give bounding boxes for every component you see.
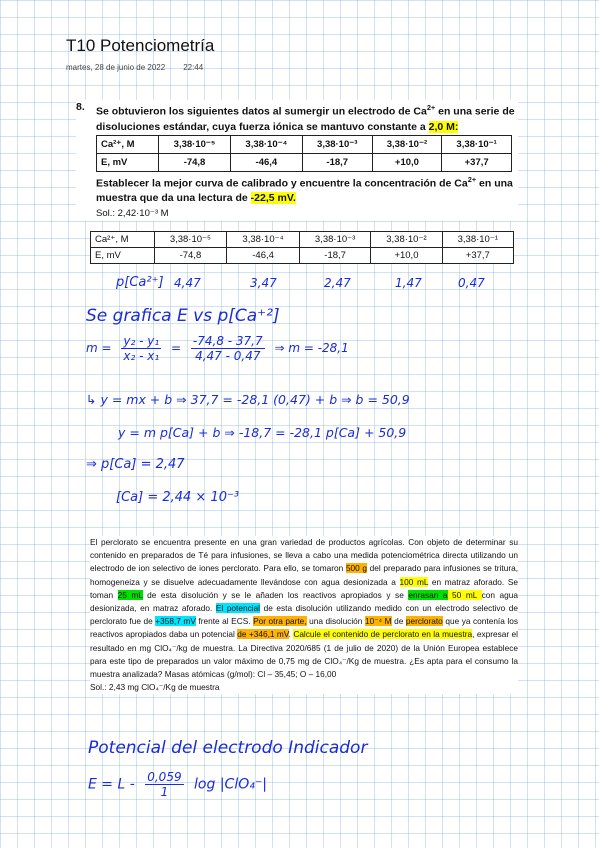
table-row bbox=[97, 153, 512, 171]
page-date bbox=[66, 63, 221, 72]
table-cell: -74,8 bbox=[159, 153, 231, 171]
para-text: en matraz aforado. Se toman bbox=[90, 576, 519, 600]
para-highlight: +358,7 mV bbox=[155, 616, 196, 627]
table-cell: E, mV bbox=[91, 248, 155, 264]
problem-task bbox=[96, 172, 518, 207]
hw-pca-value: 4,47 bbox=[174, 276, 201, 290]
table-cell: 3,38·10⁻² bbox=[371, 232, 442, 248]
para-text: frente al ECS. bbox=[195, 616, 254, 627]
task-sup: 2+ bbox=[467, 174, 477, 184]
table-cell: +10,0 bbox=[371, 248, 442, 264]
task-highlight: -22,5 mV. bbox=[250, 192, 296, 204]
para-text: que ya contenía los reactivos apropiados daba un potencial bbox=[90, 616, 518, 640]
para-highlight: enrasan a bbox=[408, 589, 448, 600]
hw-slope-frac2 bbox=[191, 334, 265, 363]
hw-pca-value: 0,47 bbox=[458, 276, 485, 290]
hw-slope bbox=[86, 334, 349, 363]
hw-pca-value: 3,47 bbox=[250, 276, 277, 290]
table-cell: 3,38·10⁻² bbox=[372, 135, 442, 153]
hw-nernst bbox=[88, 770, 267, 799]
task-text-b: en una muestra que da una lectura de bbox=[96, 177, 513, 204]
para-highlight: 25 mL bbox=[117, 589, 143, 600]
task-text-a: Establecer la mejor curva de calibrado y encuentre la concentración de Ca bbox=[96, 177, 468, 189]
table-cell: 3,38·10⁻¹ bbox=[442, 135, 512, 153]
hw-line3: ⇒ p[Ca] = 2,47 bbox=[86, 457, 185, 472]
table-cell: 3,38·10⁻⁴ bbox=[227, 232, 300, 248]
hw-nernst-frac bbox=[145, 770, 183, 799]
para-highlight: perclorato bbox=[405, 616, 443, 627]
hw-pca-value: 1,47 bbox=[395, 276, 422, 290]
problem-intro bbox=[96, 100, 518, 135]
para-text: El perclorato se encuentra presente en una gran variedad de productos agrícolas. Con objeto de determinar su contenido en preparados de Té para infusiones, se lleva a cabo una medida potenciométrica directa utilizando un electrodo de ion selectivo de iones perclorato. Para ello, se tomaron bbox=[90, 537, 518, 574]
table-cell: 3,38·10⁻³ bbox=[299, 232, 370, 248]
hw-slope-eq: = bbox=[171, 341, 182, 355]
intro-sup: 2+ bbox=[426, 103, 436, 112]
table-row bbox=[97, 135, 512, 153]
table-cell: 3,38·10⁻⁴ bbox=[230, 135, 302, 153]
hw-nernst-num: 0,059 bbox=[147, 770, 182, 784]
hw-frac-num2: -74,8 - 37,7 bbox=[192, 334, 263, 348]
table-cell: E, mV bbox=[97, 153, 159, 171]
hw-nernst-right: log |ClO₄⁻| bbox=[194, 776, 267, 793]
table-cell: Ca²⁺, M bbox=[97, 135, 159, 153]
hw-graph-note: Se grafica E vs p[Ca⁺²] bbox=[86, 306, 280, 326]
para-text: de esta disolución y se le añaden los reactivos apropiados y se bbox=[142, 589, 409, 600]
hw-pca-value: 2,47 bbox=[324, 276, 351, 290]
table-cell: 3,38·10⁻¹ bbox=[442, 232, 513, 248]
hw-potencial-title: Potencial del electrodo Indicador bbox=[88, 738, 368, 758]
time-text: 22:44 bbox=[183, 63, 204, 72]
table-row bbox=[91, 232, 514, 248]
hw-slope-frac bbox=[121, 334, 161, 363]
table-row bbox=[91, 248, 514, 264]
para-text: , expresar el resultado en mg ClO₄⁻/kg de muestra. La Directiva 2020/685 (1 de julio de 2020) de la Unión Europea establece para este tipo de preparados un valor máximo de 0,75 mg de ClO₄⁻/Kg de muestra. ¿Es apta para el consumo la muestra analizada? Masas atómicas (g/mol): Cl – 35,45; O – 16,00 bbox=[90, 629, 518, 680]
date-text: martes, 28 de junio de 2022 bbox=[66, 63, 166, 72]
hw-nernst-den: 1 bbox=[160, 785, 169, 799]
hw-pca-label: p[Ca²⁺] bbox=[116, 275, 164, 290]
table-cell: 3,38·10⁻⁵ bbox=[154, 232, 227, 248]
para-highlight: Por otra parte, bbox=[253, 616, 307, 627]
table-cell: 3,38·10⁻³ bbox=[302, 135, 372, 153]
hw-line1: ↳ y = mx + b ⇒ 37,7 = -28,1 (0,47) + b ⇒ b = 50,9 bbox=[86, 392, 410, 407]
problem-table bbox=[96, 135, 512, 172]
table-cell: +37,7 bbox=[442, 248, 513, 264]
hw-line4: [Ca] = 2,44 × 10⁻³ bbox=[116, 490, 240, 505]
intro-highlight: 2,0 M: bbox=[428, 120, 459, 133]
hw-line2: y = m p[Ca] + b ⇒ -18,7 = -28,1 p[Ca] + 50,9 bbox=[118, 425, 407, 440]
para-highlight: 100 mL bbox=[399, 576, 429, 587]
hw-nernst-left: E = L - bbox=[88, 776, 135, 793]
intro-text-b: en una serie de disoluciones estándar, cuya fuerza iónica se mantuvo constante a bbox=[96, 105, 515, 133]
copy-table bbox=[90, 231, 514, 264]
para-highlight: El potencial bbox=[215, 603, 261, 614]
table-cell: -18,7 bbox=[302, 153, 372, 171]
para-highlight: 50 mL bbox=[447, 589, 482, 600]
hw-frac-den2: 4,47 - 0,47 bbox=[195, 349, 261, 363]
para-text: una disolución bbox=[306, 616, 365, 627]
table-cell: -18,7 bbox=[299, 248, 370, 264]
para-text: del preparado para infusiones se tritura, homogeneiza y se disuelve adecuadamente llevándose con agua desionizada a bbox=[90, 563, 519, 587]
problem-number: 8. bbox=[76, 101, 85, 113]
table-cell: Ca²⁺, M bbox=[91, 232, 155, 248]
hw-frac-num: y₂ - y₁ bbox=[123, 334, 160, 348]
problem-solution: Sol.: 2,42·10⁻³ M bbox=[96, 208, 169, 219]
para-highlight: de +346,1 mV bbox=[237, 629, 289, 640]
para-highlight: 500 g bbox=[345, 563, 368, 574]
hw-frac-den: x₂ - x₁ bbox=[123, 349, 160, 363]
table-cell: -46,4 bbox=[230, 153, 302, 171]
problem-8 bbox=[76, 100, 518, 221]
para-solution: Sol.: 2,43 mg ClO₄⁻/Kg de muestra bbox=[90, 682, 220, 693]
page-title: T10 Potenciometría bbox=[66, 36, 215, 55]
para-text: . bbox=[288, 629, 294, 640]
para-highlight: Calcule el contenido de perclorato en la muestra bbox=[293, 629, 473, 640]
table-cell: -46,4 bbox=[227, 248, 300, 264]
hw-slope-m: m = bbox=[86, 341, 112, 355]
perclorato-problem bbox=[90, 536, 518, 694]
hw-slope-result: ⇒ m = -28,1 bbox=[274, 341, 349, 355]
table-cell: +37,7 bbox=[442, 153, 512, 171]
intro-text-a: Se obtuvieron los siguientes datos al sumergir un electrodo de Ca bbox=[96, 105, 427, 118]
data-table-copy bbox=[90, 231, 514, 264]
table-cell: +10,0 bbox=[372, 153, 442, 171]
table-cell: 3,38·10⁻⁵ bbox=[159, 135, 231, 153]
para-text: de bbox=[391, 616, 406, 627]
para-text: de esta disolución utilizando medido con un electrodo selectivo de perclorato fue de bbox=[90, 603, 518, 627]
table-cell: -74,8 bbox=[154, 248, 227, 264]
para-text: con agua desionizada, en matraz aforado. bbox=[90, 589, 518, 614]
para-highlight: 10⁻⁴ M bbox=[364, 616, 392, 627]
